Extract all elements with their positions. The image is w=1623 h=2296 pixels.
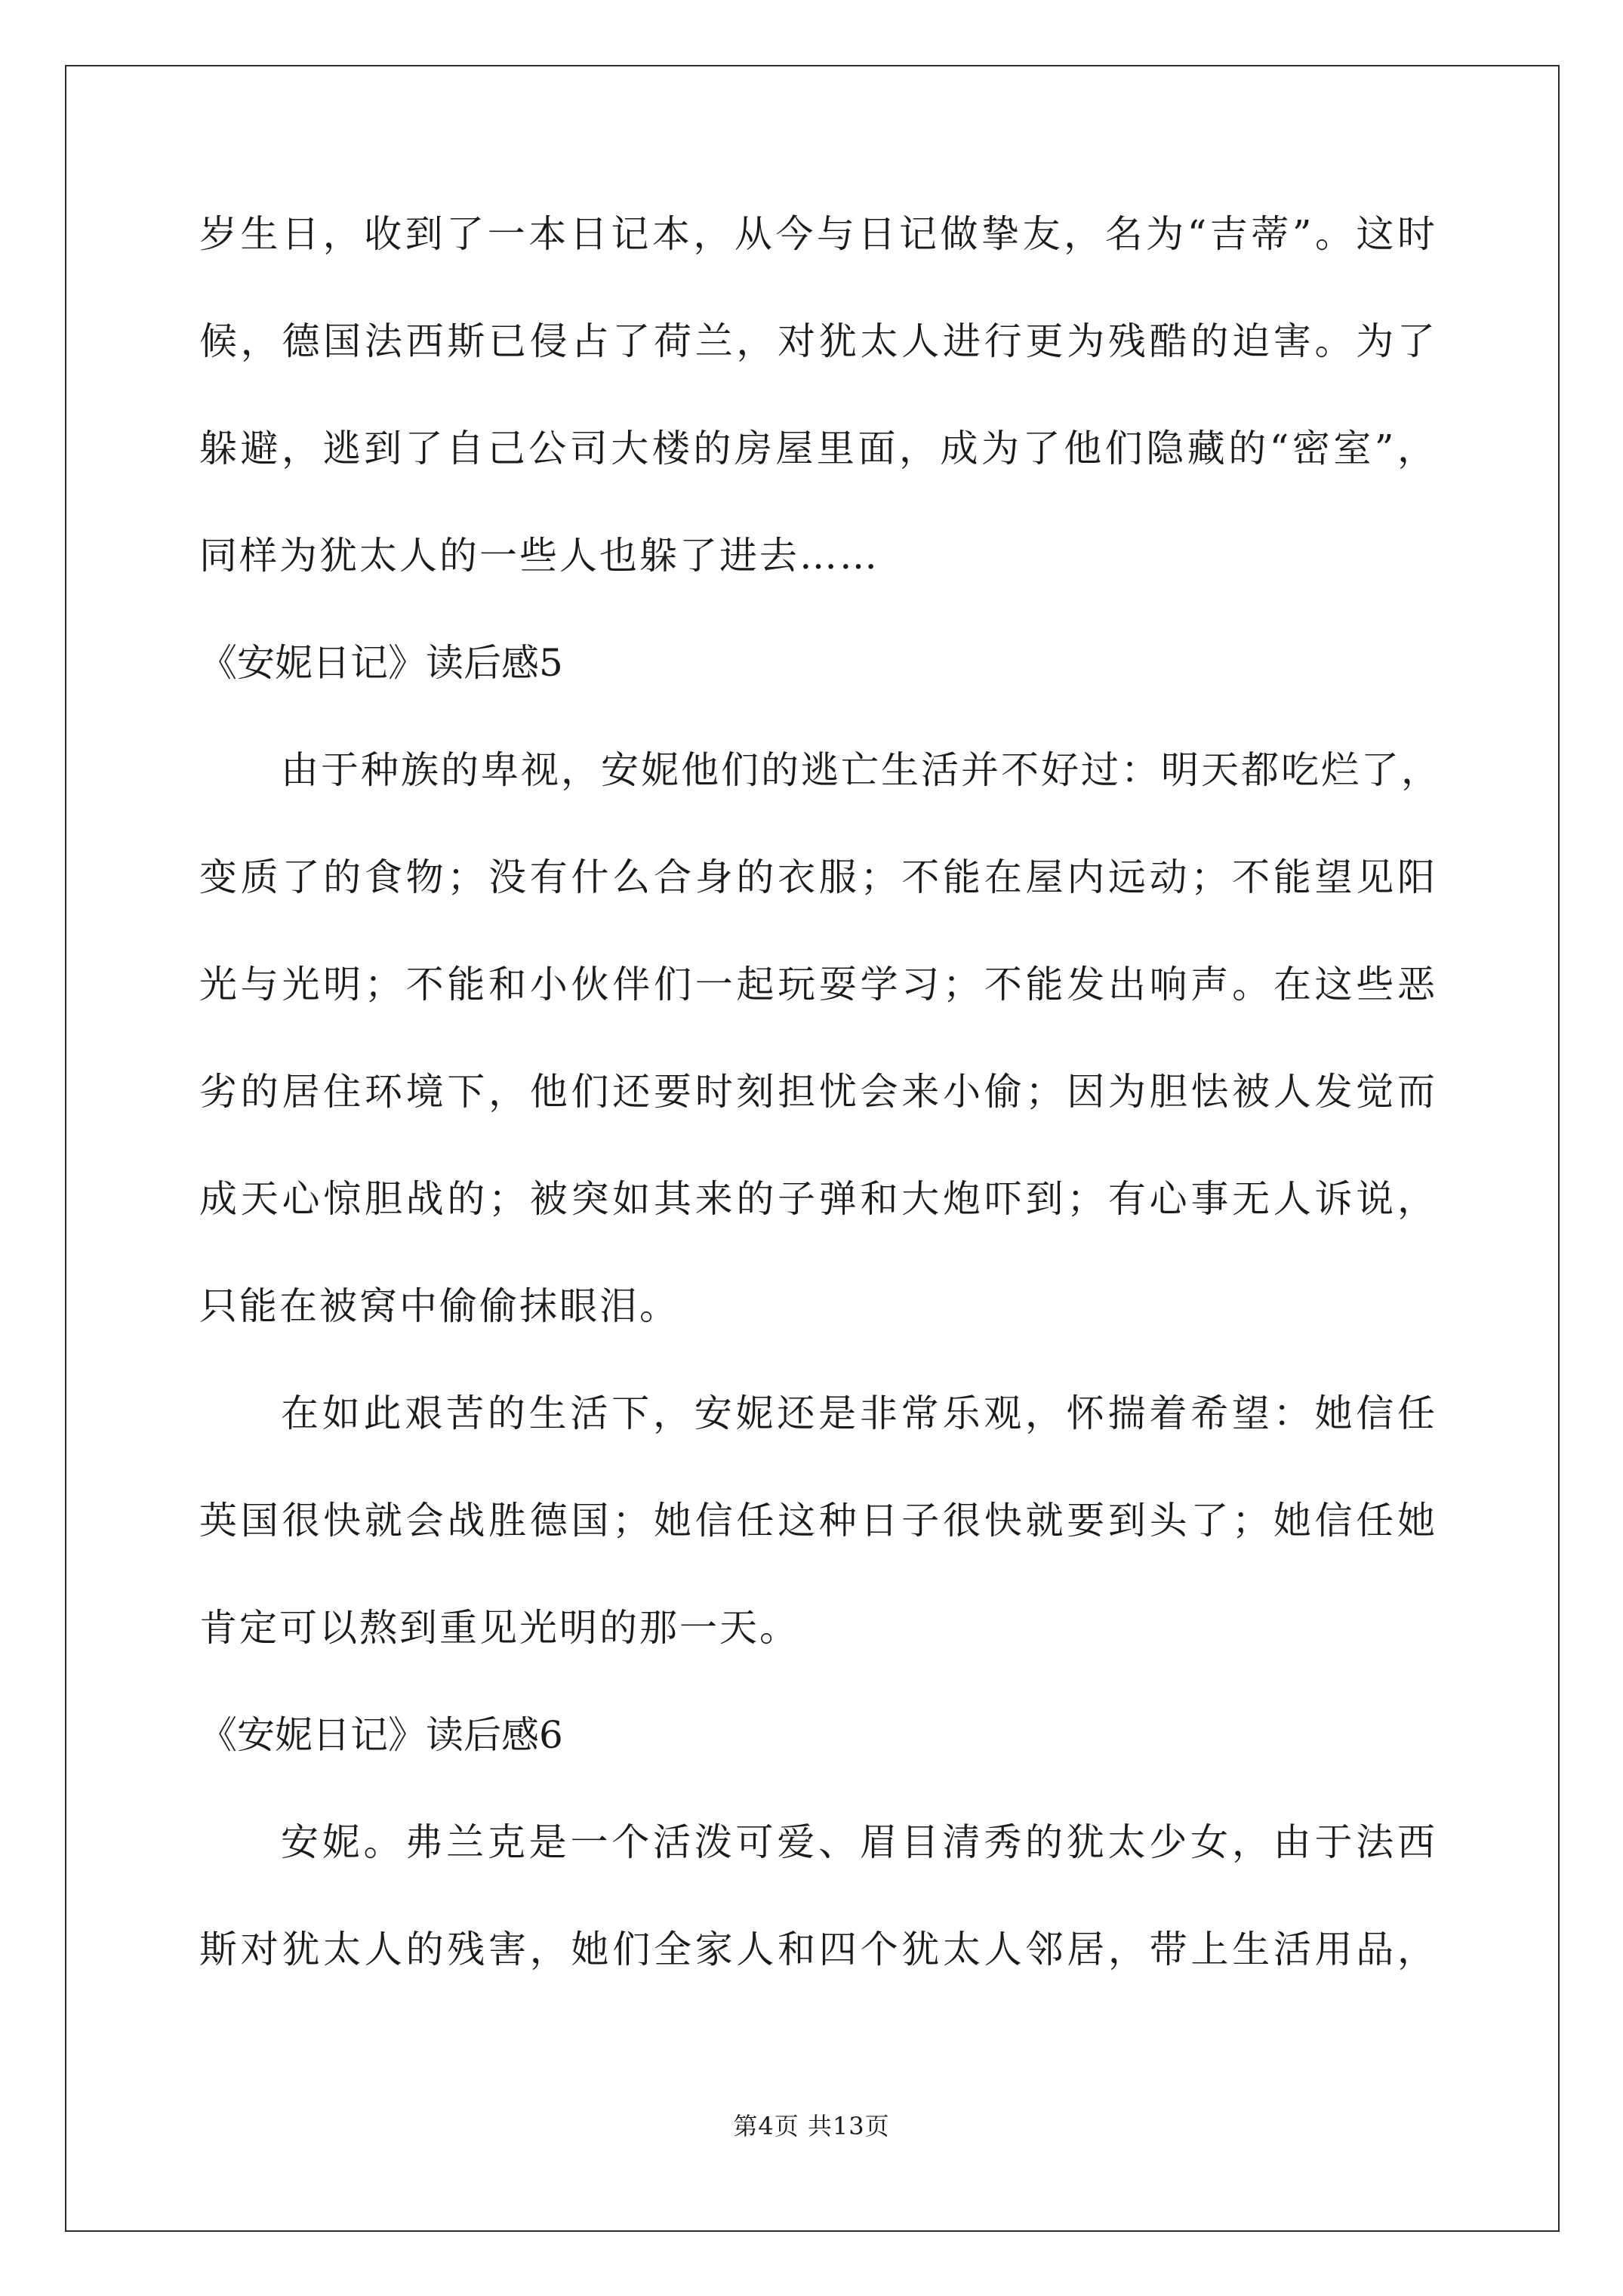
body-line: 在如此艰苦的生活下，安妮还是非常乐观，怀揣着希望：她信任 bbox=[281, 1391, 1437, 1435]
body-line: 由于种族的卑视，安妮他们的逃亡生活并不好过：明天都吃烂了， bbox=[281, 748, 1441, 792]
body-line: 同样为犹太人的一些人也躲了进去…… bbox=[199, 534, 879, 578]
body-line: 只能在被窝中偷偷抹眼泪。 bbox=[199, 1284, 679, 1328]
body-line: 肯定可以熬到重见光明的那一天。 bbox=[199, 1606, 799, 1650]
body-line: 英国很快就会战胜德国；她信任这种日子很快就要到头了；她信任她 bbox=[199, 1499, 1437, 1542]
body-line: 安妮。弗兰克是一个活泼可爱、眉目清秀的犹太少女，由于法西 bbox=[281, 1820, 1437, 1864]
document-body bbox=[199, 211, 1441, 2034]
body-line: 劣的居住环境下，他们还要时刻担忧会来小偷；因为胆怯被人发觉而 bbox=[199, 1070, 1437, 1114]
section-heading: 《安妮日记》读后感6 bbox=[199, 1713, 563, 1757]
body-line: 变质了的食物；没有什么合身的衣服；不能在屋内远动；不能望见阳 bbox=[199, 855, 1437, 899]
body-line: 光与光明；不能和小伙伴们一起玩耍学习；不能发出响声。在这些恶 bbox=[199, 963, 1437, 1006]
page-number-footer: 第4页 共13页 bbox=[733, 2112, 890, 2140]
body-line: 岁生日，收到了一本日记本，从今与日记做挚友，名为“吉蒂”。这时 bbox=[199, 212, 1437, 256]
section-heading: 《安妮日记》读后感5 bbox=[199, 641, 563, 685]
body-line: 成天心惊胆战的；被突如其来的子弹和大炮吓到；有心事无人诉说， bbox=[199, 1177, 1437, 1221]
body-line: 斯对犹太人的残害，她们全家人和四个犹太人邻居，带上生活用品， bbox=[199, 1928, 1437, 1971]
body-line: 候，德国法西斯已侵占了荷兰，对犹太人进行更为残酷的迫害。为了 bbox=[199, 319, 1437, 363]
body-line: 躲避，逃到了自己公司大楼的房屋里面，成为了他们隐藏的“密室”， bbox=[199, 427, 1437, 470]
